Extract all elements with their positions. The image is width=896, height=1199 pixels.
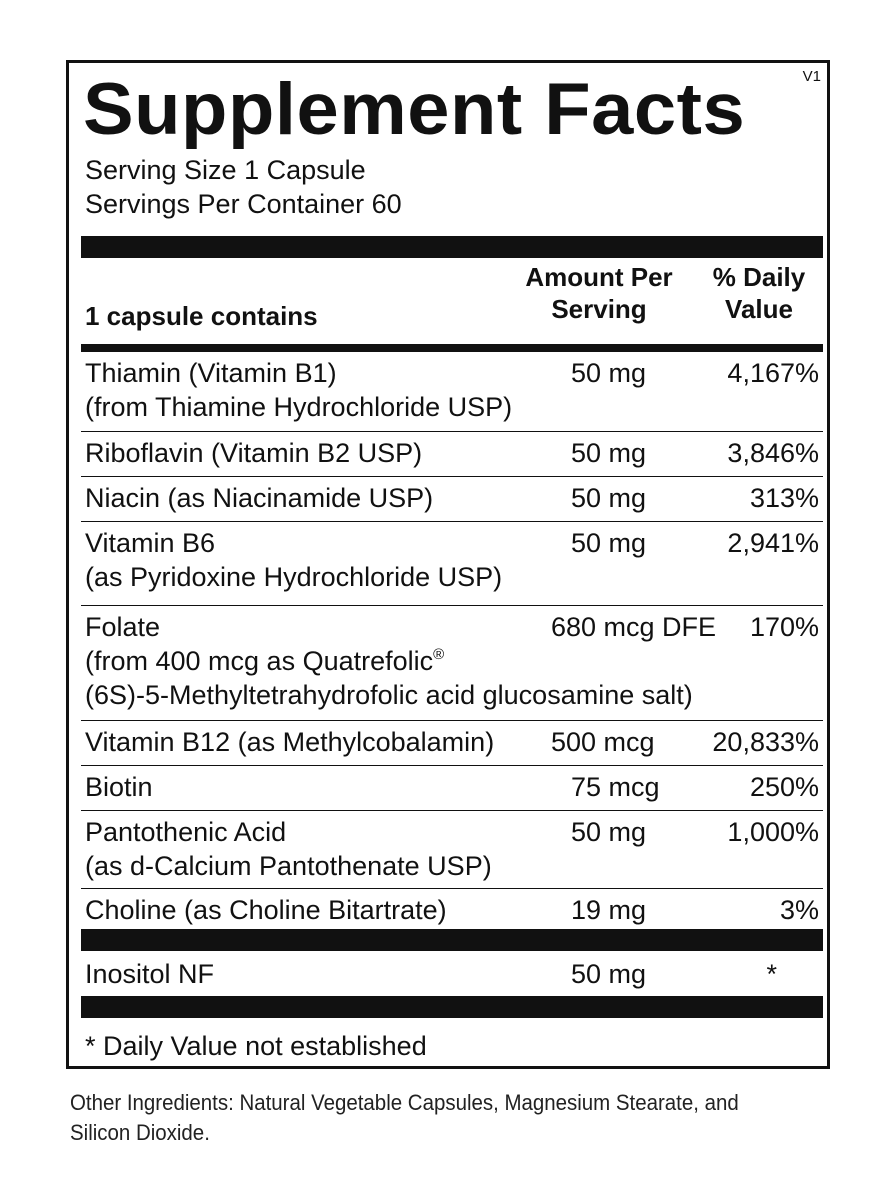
nutrient-daily-value: * (766, 959, 777, 989)
header-amount-per-serving (509, 261, 689, 325)
header-divider (81, 344, 823, 352)
nutrient-row-biotin (81, 766, 823, 811)
nutrient-name: Riboflavin (Vitamin B2 USP) (85, 438, 423, 468)
registered-mark: ® (433, 646, 445, 663)
nutrient-amount: 50 mg (571, 817, 647, 847)
nutrient-source-line: (as Pyridoxine Hydrochloride USP) (85, 562, 503, 592)
nutrient-amount: 50 mg (571, 358, 647, 388)
nutrient-source-line: (from Thiamine Hydrochloride USP) (85, 392, 513, 422)
nutrient-amount: 75 mcg (571, 772, 660, 802)
nutrient-row-inositol (81, 953, 823, 996)
nutrient-row-riboflavin (81, 432, 823, 477)
nutrient-name (85, 356, 512, 424)
header-dv-line1: % Daily (712, 262, 806, 292)
panel-title: Supplement Facts (83, 69, 746, 150)
nutrient-name-line: Folate (85, 612, 161, 642)
nutrient-daily-value: 170% (749, 612, 819, 642)
nutrient-daily-value: 3,846% (727, 438, 819, 468)
nutrient-name: Inositol NF (85, 959, 215, 989)
header-daily-value (704, 261, 814, 325)
nutrient-name (85, 815, 492, 883)
supplement-facts-panel (66, 60, 830, 1069)
nutrient-name: Niacin (as Niacinamide USP) (85, 483, 434, 513)
nutrient-row-vitamin-b12 (81, 721, 823, 766)
thick-divider (81, 996, 823, 1018)
nutrient-daily-value: 3% (779, 895, 819, 925)
nutrient-daily-value: 2,941% (727, 528, 819, 558)
servings-per-container: Servings Per Container 60 (85, 189, 402, 219)
nutrient-daily-value: 20,833% (712, 727, 819, 757)
nutrient-name: Vitamin B12 (as Methylcobalamin) (85, 727, 495, 757)
nutrient-amount: 50 mg (571, 483, 647, 513)
nutrient-name-line: Pantothenic Acid (85, 817, 287, 847)
nutrient-amount: 50 mg (571, 959, 647, 989)
nutrient-row-folate (81, 606, 823, 721)
nutrient-daily-value: 250% (749, 772, 819, 802)
nutrient-source-text: (from 400 mcg as Quatrefolic (85, 646, 434, 676)
nutrient-name (85, 526, 502, 594)
header-contains: 1 capsule contains (85, 301, 318, 331)
nutrient-name-line: Thiamin (Vitamin B1) (85, 358, 337, 388)
nutrient-daily-value: 1,000% (727, 817, 819, 847)
serving-size: Serving Size 1 Capsule (85, 155, 366, 185)
nutrient-row-thiamin (81, 352, 823, 432)
nutrient-row-choline (81, 889, 823, 929)
nutrient-amount: 680 mcg DFE (551, 612, 717, 642)
nutrient-row-pantothenic-acid (81, 811, 823, 889)
thick-divider (81, 236, 823, 258)
nutrient-row-vitamin-b6 (81, 522, 823, 606)
header-dv-line2: Value (725, 294, 793, 324)
thick-divider (81, 929, 823, 951)
nutrient-name: Biotin (85, 772, 153, 802)
nutrient-daily-value: 4,167% (727, 358, 819, 388)
other-ingredients: Other Ingredients: Natural Vegetable Capsules, Magnesium Stearate, and Silicon Dioxide. (70, 1090, 739, 1145)
nutrient-amount: 500 mcg (551, 727, 655, 757)
header-amount-line1: Amount Per (525, 262, 673, 292)
daily-value-footnote: * Daily Value not established (85, 1031, 427, 1061)
nutrient-amount: 50 mg (571, 528, 647, 558)
nutrient-amount: 50 mg (571, 438, 647, 468)
nutrient-source-line: (as d-Calcium Pantothenate USP) (85, 851, 492, 881)
nutrient-source-line-2: (6S)-5-Methyltetrahydrofolic acid glucosamine salt) (85, 680, 693, 710)
nutrient-amount: 19 mg (571, 895, 647, 925)
header-amount-line2: Serving (551, 294, 647, 324)
nutrient-row-niacin (81, 477, 823, 522)
nutrient-name: Choline (as Choline Bitartrate) (85, 895, 447, 925)
nutrient-daily-value: 313% (749, 483, 819, 513)
version-code: V1 (802, 68, 821, 85)
nutrient-name-line: Vitamin B6 (85, 528, 216, 558)
nutrient-source-line (85, 644, 693, 678)
